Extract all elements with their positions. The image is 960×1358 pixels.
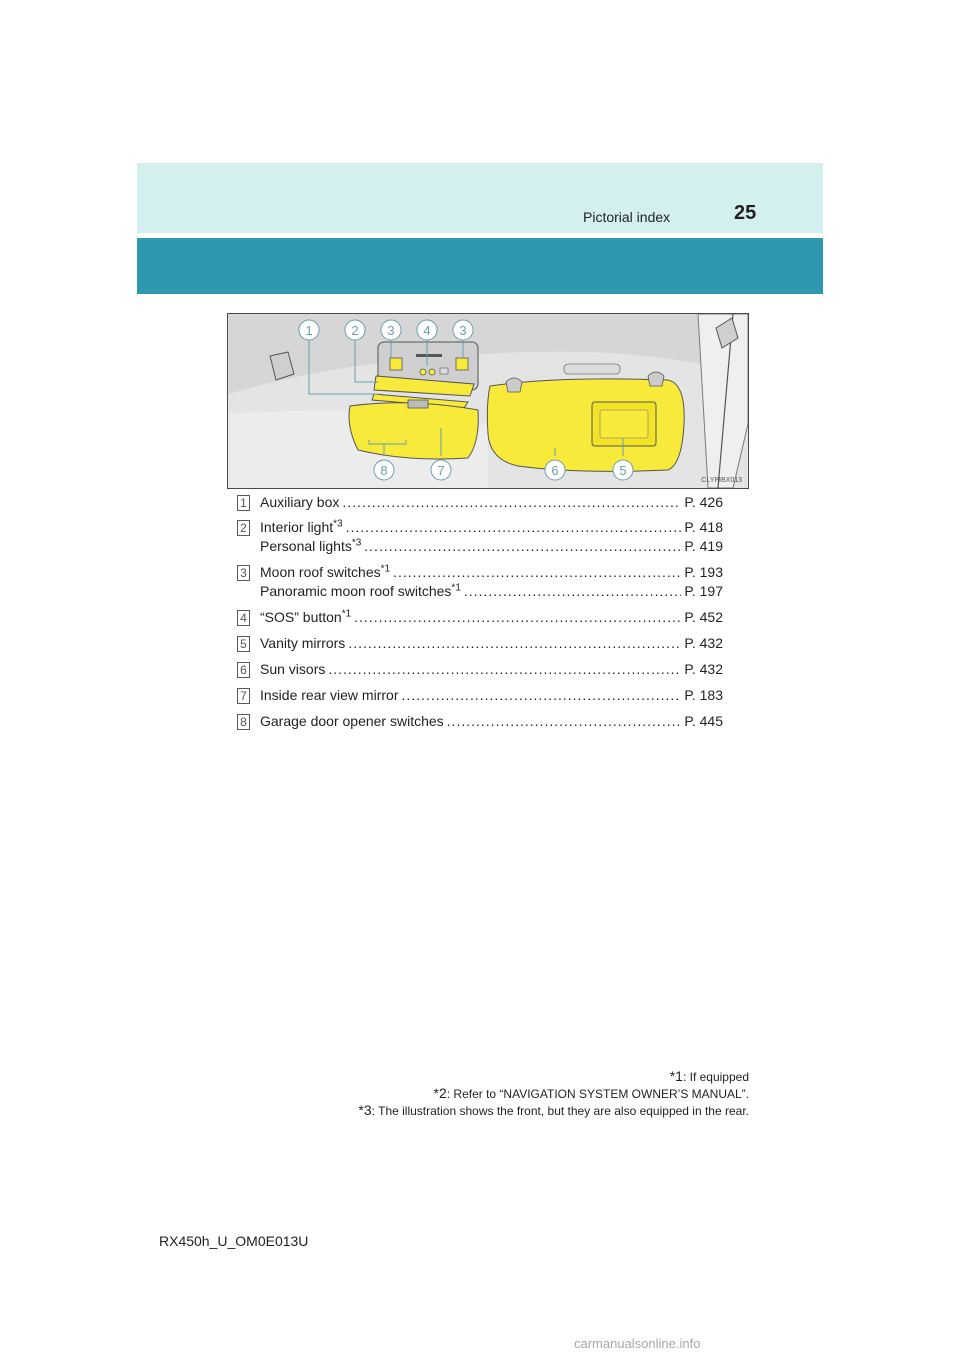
callout-1: 1 <box>305 323 313 338</box>
leader-dots <box>348 635 681 651</box>
footnote-mark: *1 <box>380 563 391 575</box>
page-ref: P. 419 <box>684 538 723 554</box>
item-line[interactable] <box>260 494 723 514</box>
item-label: Personal lights <box>260 538 352 554</box>
leader-dots <box>393 564 681 580</box>
item-label: Garage door opener switches <box>260 713 444 729</box>
header-bar <box>137 238 823 294</box>
section-title: Pictorial index <box>583 209 671 225</box>
callout-4: 4 <box>423 323 431 338</box>
leader-dots <box>364 538 681 554</box>
item-line[interactable] <box>260 635 723 655</box>
item-line[interactable] <box>260 583 723 603</box>
item-line[interactable] <box>260 564 723 584</box>
item-label: Vanity mirrors <box>260 635 346 651</box>
item-number: 4 <box>237 610 250 626</box>
item-label: Panoramic moon roof switches <box>260 583 452 599</box>
footnote-1: *1: If equipped <box>669 1068 749 1084</box>
item-number: 8 <box>237 714 250 730</box>
item-number: 7 <box>237 688 250 704</box>
leader-dots <box>447 713 682 729</box>
page-ref: P. 426 <box>684 494 723 510</box>
page-ref: P. 432 <box>684 661 723 677</box>
callout-8: 8 <box>380 463 388 478</box>
item-line[interactable] <box>260 609 723 629</box>
image-code: CLYPIBX013 <box>701 477 742 484</box>
document-code: RX450h_U_OM0E013U <box>159 1233 309 1249</box>
item-number: 1 <box>237 495 250 511</box>
callout-3: 3 <box>387 323 395 338</box>
page-ref: P. 432 <box>684 635 723 651</box>
footnotes <box>358 1068 749 1119</box>
footnote-mark: *3 <box>333 518 343 530</box>
page-ref: P. 452 <box>684 609 723 625</box>
callout-2: 2 <box>351 323 359 338</box>
item-number: 3 <box>237 565 250 581</box>
item-number: 5 <box>237 636 250 652</box>
item-number: 2 <box>237 520 250 536</box>
watermark: carmanualsonline.info <box>574 1336 701 1351</box>
item-line[interactable] <box>260 713 723 733</box>
page-ref: P. 445 <box>684 713 723 729</box>
interior-overhead-illustration <box>227 313 749 489</box>
footnote-3: *3: The illustration shows the front, but they are also equipped in the rear. <box>358 1102 749 1118</box>
leader-dots <box>346 519 682 535</box>
callout-3b: 3 <box>459 323 467 338</box>
leader-dots <box>328 661 681 677</box>
leader-dots <box>401 687 681 703</box>
item-label: Interior light <box>260 519 334 535</box>
leader-dots <box>464 583 681 599</box>
item-label: Inside rear view mirror <box>260 687 399 703</box>
footnote-2: *2: Refer to “NAVIGATION SYSTEM OWNER’S MANUAL”. <box>433 1085 749 1101</box>
item-line[interactable] <box>260 519 723 539</box>
callout-7: 7 <box>437 463 445 478</box>
page-ref: P. 197 <box>684 583 723 599</box>
item-number: 6 <box>237 662 250 678</box>
leader-dots <box>354 609 681 625</box>
callout-6: 6 <box>551 463 559 478</box>
item-label: Sun visors <box>260 661 326 677</box>
footnote-mark: *3 <box>351 537 362 549</box>
item-label: Moon roof switches <box>260 564 381 580</box>
footnote-mark: *1 <box>451 582 461 594</box>
header-band <box>137 163 823 233</box>
footnote-mark: *1 <box>341 608 352 620</box>
page-ref: P. 418 <box>684 519 723 535</box>
page-number: 25 <box>734 202 757 224</box>
callout-5: 5 <box>619 463 627 478</box>
leader-dots <box>342 494 681 510</box>
page-ref: P. 183 <box>684 687 723 703</box>
item-line[interactable] <box>260 538 723 558</box>
item-line[interactable] <box>260 661 723 681</box>
item-line[interactable] <box>260 687 723 707</box>
page-ref: P. 193 <box>684 564 723 580</box>
item-label: “SOS” button <box>260 609 342 625</box>
item-label: Auxiliary box <box>260 494 340 510</box>
